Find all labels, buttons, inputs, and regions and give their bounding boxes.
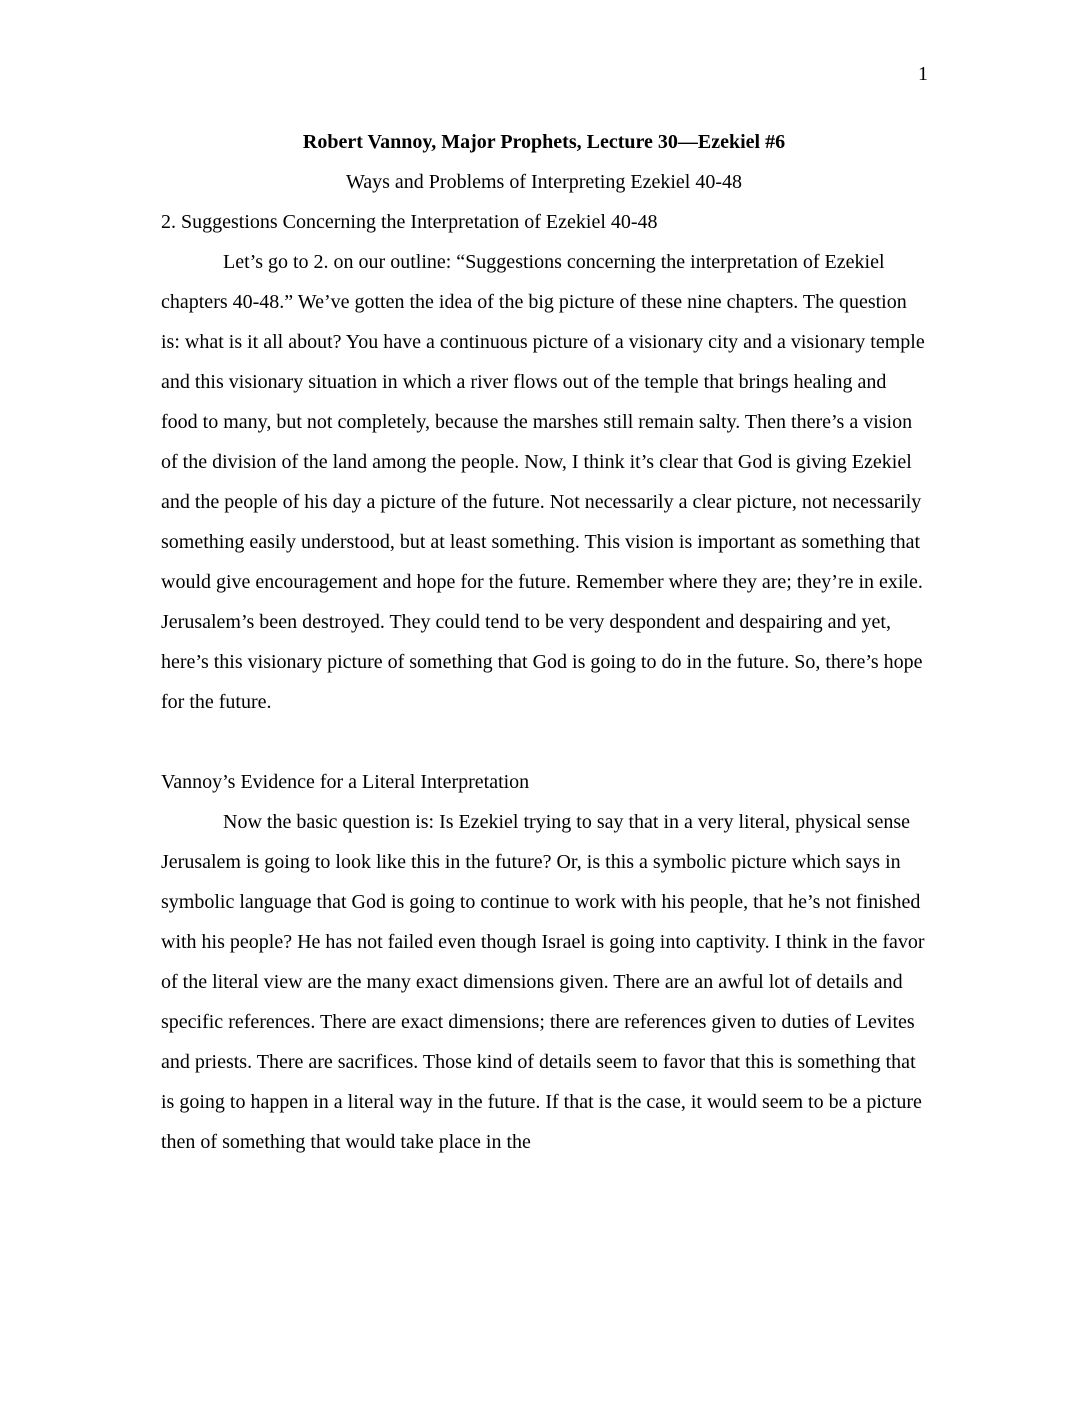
page-number: 1	[918, 63, 928, 85]
section-heading-literal-interpretation: Vannoy’s Evidence for a Literal Interpretation	[161, 771, 530, 793]
blank-line	[161, 722, 927, 762]
document-content	[161, 122, 927, 1162]
document-title: Robert Vannoy, Major Prophets, Lecture 30—Ezekiel #6	[302, 131, 786, 153]
paragraph-suggestions: Let’s go to 2. on our outline: “Suggestions concerning the interpretation of Ezekiel chapters 40-48.” We’ve gotten the idea of the big picture of these nine chapters. The question is: what is it all about? You have a continuous picture of a visionary city and a visionary temple and this visionary situation in which a river flows out of the temple that brings healing and food to many, but not completely, because the marshes still remain salty. Then there’s a vision of the division of the land among the people. Now, I think it’s clear that God is giving Ezekiel and the people of his day a picture of the future. Not necessarily a clear picture, not necessarily something easily understood, but at least something. This vision is important as something that would give encouragement and hope for the future. Remember where they are; they’re in exile. Jerusalem’s been destroyed. They could tend to be very despondent and despairing and yet, here’s this visionary picture of something that God is going to do in the future. So, there’s hope for the future.	[161, 251, 925, 713]
paragraph-literal-interpretation: Now the basic question is: Is Ezekiel trying to say that in a very literal, physical sense Jerusalem is going to look like this in the future? Or, is this a symbolic picture which says in symbolic language that God is going to continue to work with his people, that he’s not finished with his people? He has not failed even though Israel is going into captivity. I think in the favor of the literal view are the many exact dimensions given. There are an awful lot of details and specific references. There are exact dimensions; there are references given to duties of Levites and priests. There are sacrifices. Those kind of details seem to favor that this is something that is going to happen in a literal way in the future. If that is the case, it would seem to be a picture then of something that would take place in the	[161, 811, 925, 1153]
section-heading-suggestions: 2. Suggestions Concerning the Interpretation of Ezekiel 40-48	[161, 211, 658, 233]
document-subtitle: Ways and Problems of Interpreting Ezekiel 40-48	[345, 171, 743, 193]
